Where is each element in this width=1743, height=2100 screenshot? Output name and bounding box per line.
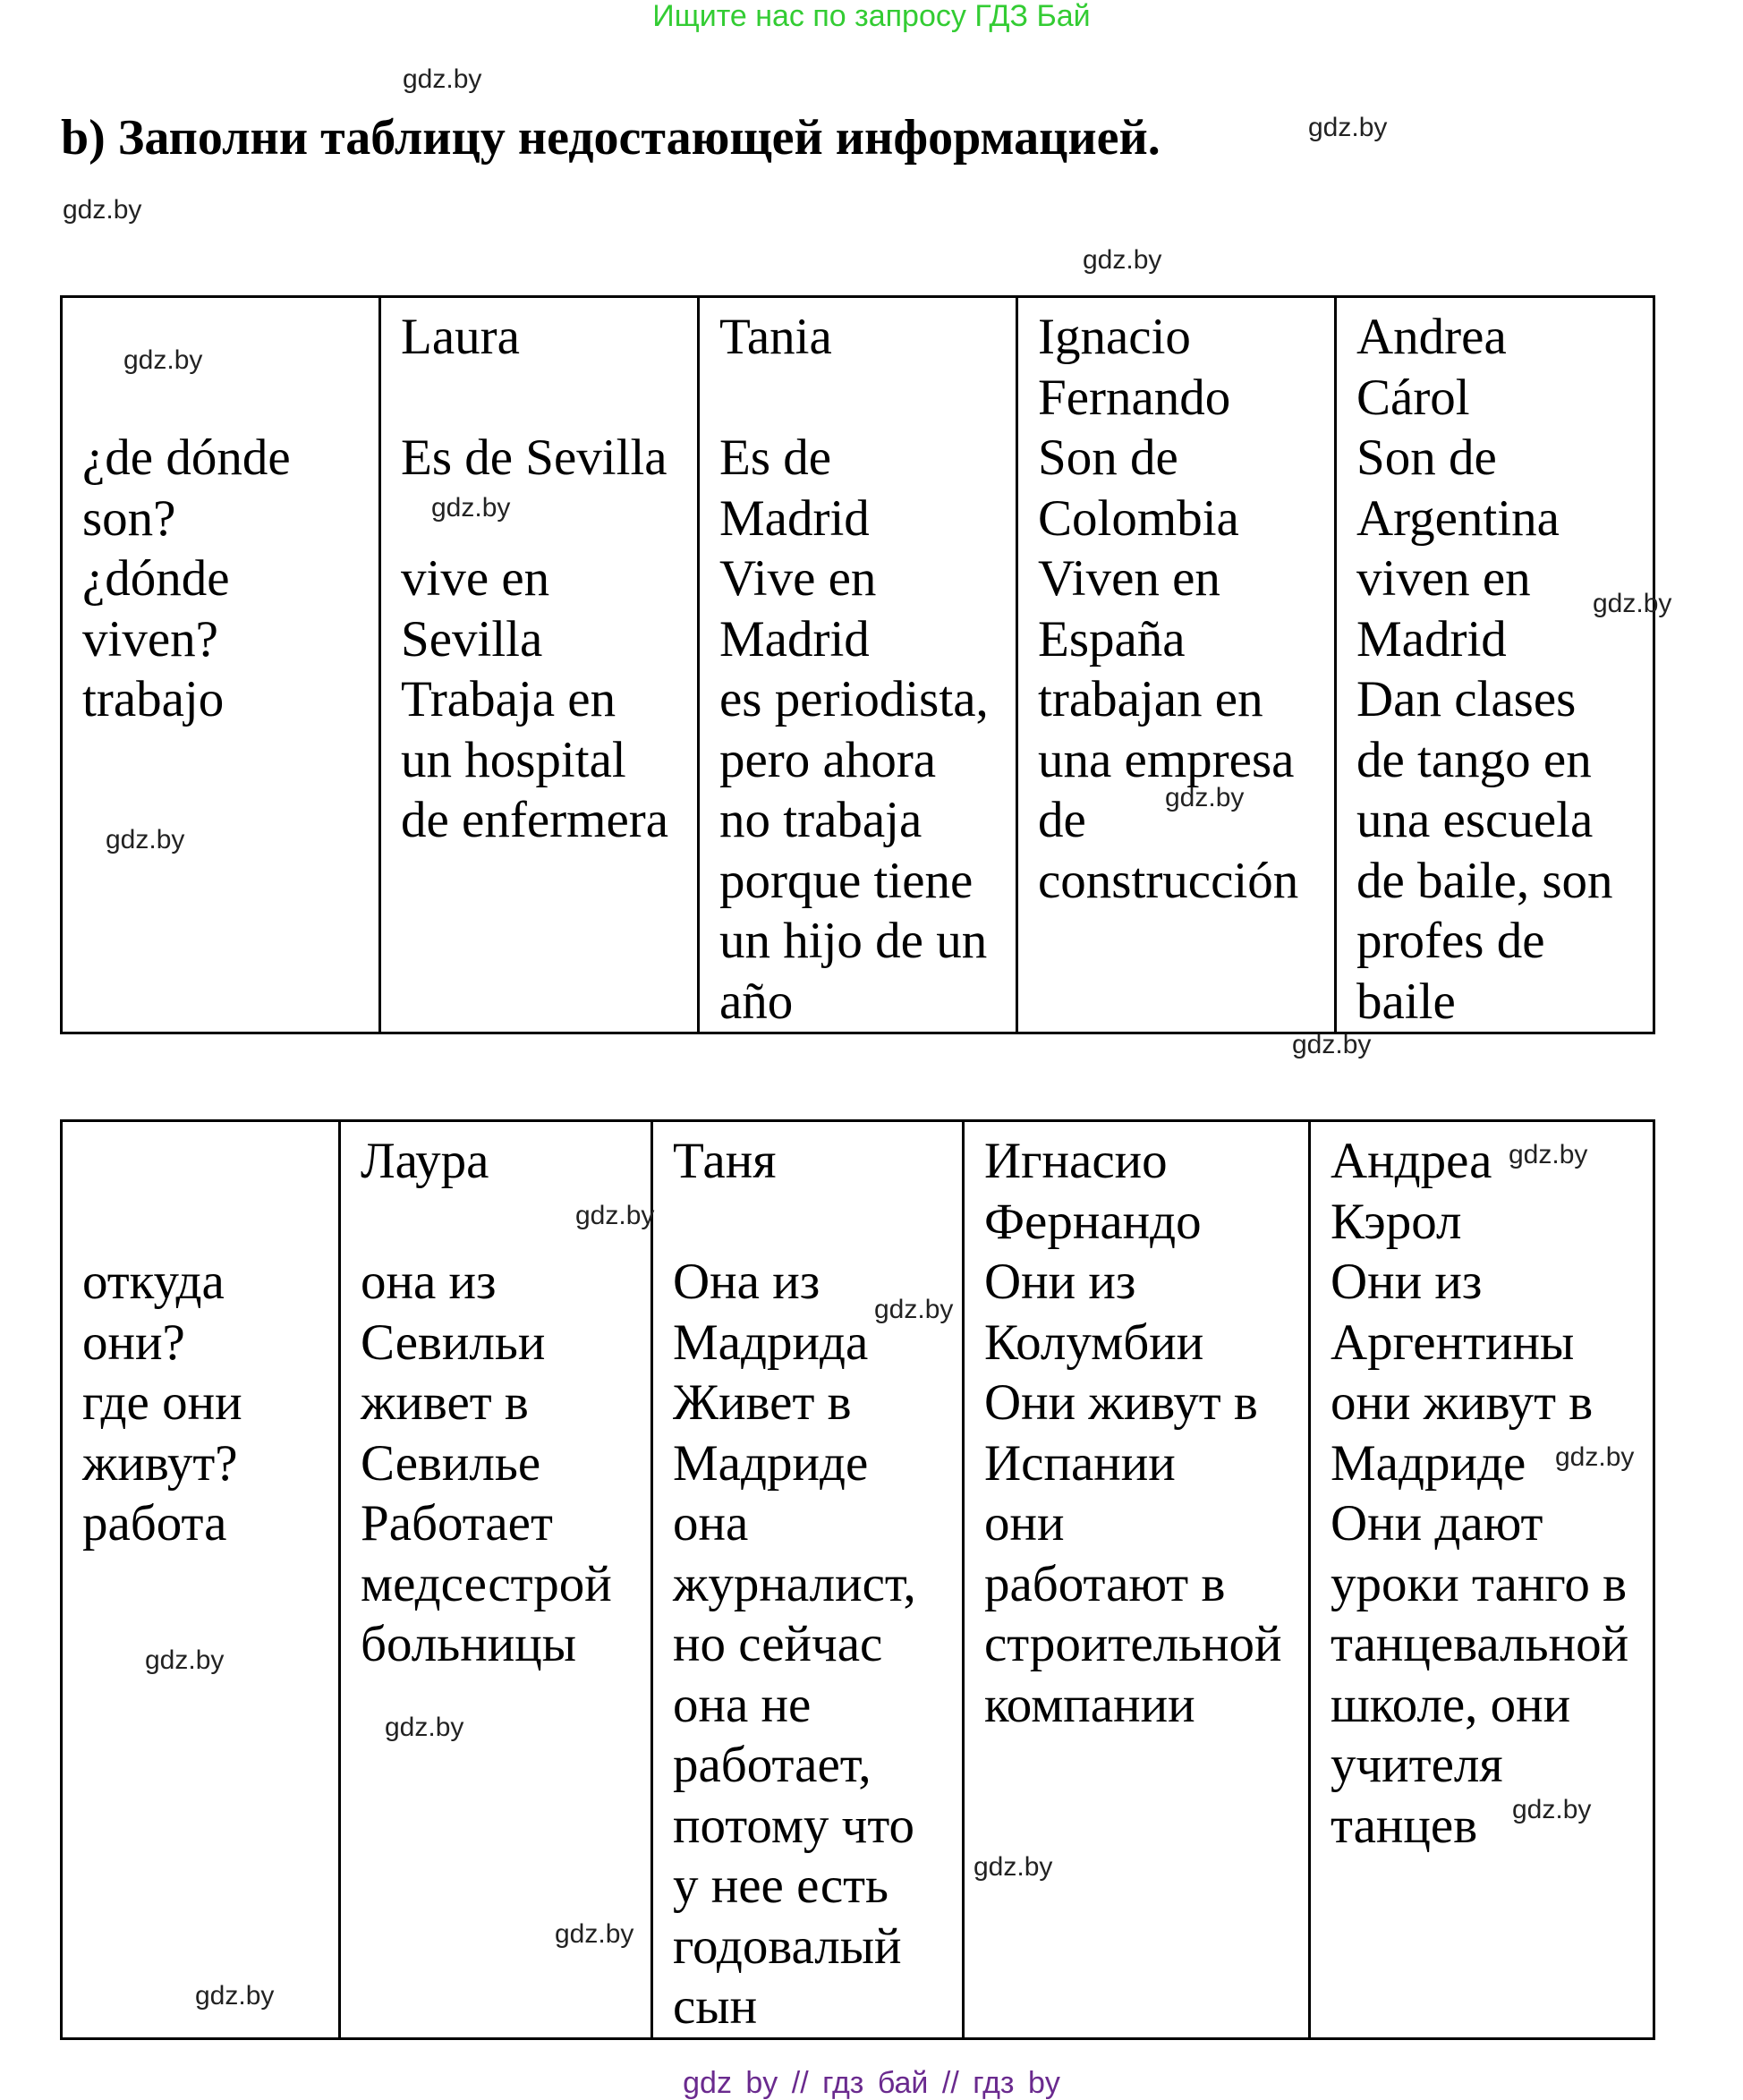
column-andrea-carol bbox=[1310, 1121, 1654, 2039]
cell-line: Fernando bbox=[1038, 369, 1231, 426]
cell-line: de baile, son bbox=[1356, 852, 1613, 909]
cell-line: учителя bbox=[1331, 1737, 1503, 1793]
cell-line bbox=[82, 1131, 320, 1192]
cell-line: но сейчас bbox=[673, 1616, 883, 1672]
cell-line: Trabaja en bbox=[401, 671, 616, 727]
cell-line: Лаура bbox=[361, 1133, 489, 1189]
cell-line: Vive en bbox=[719, 550, 877, 607]
cell-line: работает, bbox=[673, 1737, 872, 1793]
cell-line: de tango en bbox=[1356, 731, 1592, 788]
cell-line: Es de bbox=[719, 429, 832, 486]
watermark: gdz.by bbox=[195, 1981, 275, 2011]
cell-line: где они bbox=[82, 1374, 242, 1431]
cell-line bbox=[82, 368, 361, 429]
cell-line: она из bbox=[361, 1254, 497, 1310]
cell-line: компании bbox=[984, 1676, 1195, 1733]
cell-line: viven? bbox=[82, 610, 218, 667]
site-footer: gdz by // гдз бай // гдз by bbox=[683, 2066, 1060, 2100]
cell-line: Son de bbox=[1038, 429, 1178, 486]
cell-line: Севильи bbox=[361, 1314, 546, 1371]
cell-line: un hospital bbox=[401, 731, 626, 788]
cell-line: de bbox=[1038, 792, 1086, 848]
cell-line: танцевальной bbox=[1331, 1616, 1629, 1672]
cell-line: vive en bbox=[401, 550, 550, 607]
cell-line: Севилье bbox=[361, 1434, 541, 1492]
cell-line: ¿de dónde bbox=[82, 429, 291, 486]
cell-line: profes de bbox=[1356, 913, 1545, 969]
cell-line: construcción bbox=[1038, 852, 1299, 909]
column-tania bbox=[699, 297, 1017, 1033]
row-label-cell bbox=[62, 297, 380, 1033]
cell-line: Мадрида bbox=[673, 1314, 869, 1371]
cell-line: потому что bbox=[673, 1797, 914, 1854]
cell-line: un hijo de un bbox=[719, 913, 988, 969]
cell-line: Мадриде bbox=[673, 1434, 869, 1492]
cell-line: уроки танго в bbox=[1331, 1555, 1627, 1612]
cell-line bbox=[673, 1192, 944, 1253]
cell-line: pero ahora bbox=[719, 731, 937, 788]
cell-line: Laura bbox=[401, 309, 520, 365]
watermark: gdz.by bbox=[555, 1919, 634, 1949]
cell-line: сын bbox=[673, 1978, 758, 2035]
watermark: gdz.by bbox=[106, 825, 185, 854]
cell-line: годовалый bbox=[673, 1917, 902, 1975]
cell-line: Colombia bbox=[1038, 489, 1239, 547]
watermark: gdz.by bbox=[1555, 1442, 1635, 1472]
cell-line: они? bbox=[82, 1314, 185, 1371]
cell-line: viven en bbox=[1356, 550, 1531, 607]
cell-line: Madrid bbox=[1356, 610, 1507, 667]
cell-line: работают в bbox=[984, 1555, 1226, 1612]
cell-line: строительной bbox=[984, 1616, 1282, 1672]
cell-line: Фернандо bbox=[984, 1193, 1202, 1250]
cell-line: они живут в bbox=[1331, 1374, 1594, 1431]
column-laura bbox=[340, 1121, 655, 2039]
watermark: gdz.by bbox=[1292, 1030, 1372, 1059]
watermark: gdz.by bbox=[123, 345, 203, 375]
cell-line: Они из bbox=[1331, 1254, 1483, 1310]
cell-line: ¿dónde bbox=[82, 550, 230, 607]
cell-line bbox=[401, 368, 679, 429]
cell-line: Живет в bbox=[673, 1374, 852, 1431]
cell-line: Они дают bbox=[1331, 1495, 1543, 1552]
cell-line: Работает bbox=[361, 1495, 553, 1552]
cell-line: Мадриде bbox=[1331, 1434, 1526, 1492]
cell-line: de enfermera bbox=[401, 792, 669, 848]
cell-line: Кэрол bbox=[1331, 1193, 1462, 1250]
cell-line: trabajo bbox=[82, 671, 225, 727]
cell-line: она bbox=[673, 1495, 749, 1552]
russian-info-table bbox=[60, 1119, 1655, 2040]
cell-line: они bbox=[984, 1495, 1065, 1552]
cell-line bbox=[82, 1192, 320, 1253]
cell-line: año bbox=[719, 973, 794, 1030]
row-label-cell bbox=[62, 1121, 340, 2039]
watermark: gdz.by bbox=[1165, 783, 1245, 812]
cell-line: no trabaja bbox=[719, 792, 923, 848]
cell-line: школе, они bbox=[1331, 1676, 1571, 1733]
cell-line: откуда bbox=[82, 1254, 225, 1310]
cell-line: Madrid bbox=[719, 610, 870, 667]
cell-line: Dan clases bbox=[1356, 671, 1577, 727]
cell-line: Tania bbox=[719, 309, 832, 365]
cell-line: Madrid bbox=[719, 489, 870, 547]
watermark: gdz.by bbox=[385, 1713, 464, 1742]
cell-line: больницы bbox=[361, 1616, 576, 1672]
watermark: gdz.by bbox=[145, 1645, 225, 1675]
cell-line: trabajan en bbox=[1038, 671, 1263, 727]
watermark: gdz.by bbox=[874, 1295, 954, 1324]
search-banner: Ищите нас по запросу ГДЗ Бай bbox=[652, 0, 1091, 33]
cell-line: Ignacio bbox=[1038, 309, 1191, 365]
cell-line: танцев bbox=[1331, 1797, 1478, 1854]
cell-line: son? bbox=[82, 489, 176, 547]
cell-line: España bbox=[1038, 610, 1186, 667]
cell-line: Sevilla bbox=[401, 610, 543, 667]
cell-line: Andrea bbox=[1356, 309, 1507, 365]
watermark: gdz.by bbox=[1512, 1795, 1592, 1824]
spanish-info-table bbox=[60, 295, 1655, 1034]
cell-line: медсестрой bbox=[361, 1555, 612, 1612]
cell-line: живут? bbox=[82, 1434, 238, 1492]
cell-line: Viven en bbox=[1038, 550, 1220, 607]
cell-line: es periodista, bbox=[719, 671, 989, 727]
exercise-heading: b) Заполни таблицу недостающей информацией. bbox=[61, 110, 1161, 166]
cell-line bbox=[401, 489, 679, 549]
cell-line: una empresa bbox=[1038, 731, 1295, 788]
cell-line: una escuela bbox=[1356, 792, 1594, 848]
cell-line: Андреа bbox=[1331, 1133, 1492, 1189]
watermark: gdz.by bbox=[403, 64, 482, 94]
column-ignacio-fernando bbox=[964, 1121, 1310, 2039]
watermark: gdz.by bbox=[1308, 113, 1388, 142]
cell-line: Cárol bbox=[1356, 369, 1470, 426]
watermark: gdz.by bbox=[1593, 589, 1672, 618]
watermark: gdz.by bbox=[1083, 245, 1162, 275]
cell-line bbox=[719, 368, 998, 429]
cell-line: baile bbox=[1356, 973, 1456, 1030]
cell-line: Таня bbox=[673, 1133, 777, 1189]
cell-line: Аргентины bbox=[1331, 1314, 1575, 1371]
column-andrea-carol bbox=[1336, 297, 1654, 1033]
cell-line bbox=[361, 1192, 633, 1253]
cell-line: Колумбии bbox=[984, 1314, 1204, 1371]
cell-line: у нее есть bbox=[673, 1858, 889, 1914]
cell-line: Они живут в bbox=[984, 1374, 1258, 1431]
watermark: gdz.by bbox=[974, 1852, 1053, 1882]
watermark: gdz.by bbox=[63, 195, 142, 225]
column-ignacio-fernando bbox=[1017, 297, 1336, 1033]
cell-line: porque tiene bbox=[719, 852, 974, 909]
cell-line: Испании bbox=[984, 1434, 1176, 1492]
cell-line bbox=[82, 307, 361, 368]
watermark: gdz.by bbox=[575, 1201, 655, 1230]
cell-line: Игнасио bbox=[984, 1133, 1168, 1189]
cell-line: Son de bbox=[1356, 429, 1497, 486]
cell-line: живет в bbox=[361, 1374, 529, 1431]
cell-line: Она из bbox=[673, 1254, 820, 1310]
cell-line: она не bbox=[673, 1676, 812, 1733]
cell-line: Es de Sevilla bbox=[401, 429, 667, 486]
cell-line: Они из bbox=[984, 1254, 1136, 1310]
cell-line: журналист, bbox=[673, 1555, 916, 1612]
watermark: gdz.by bbox=[1509, 1140, 1588, 1169]
cell-line: работа bbox=[82, 1495, 227, 1552]
column-tania bbox=[652, 1121, 964, 2039]
cell-line: Argentina bbox=[1356, 489, 1560, 547]
watermark: gdz.by bbox=[431, 493, 511, 523]
column-laura bbox=[380, 297, 699, 1033]
